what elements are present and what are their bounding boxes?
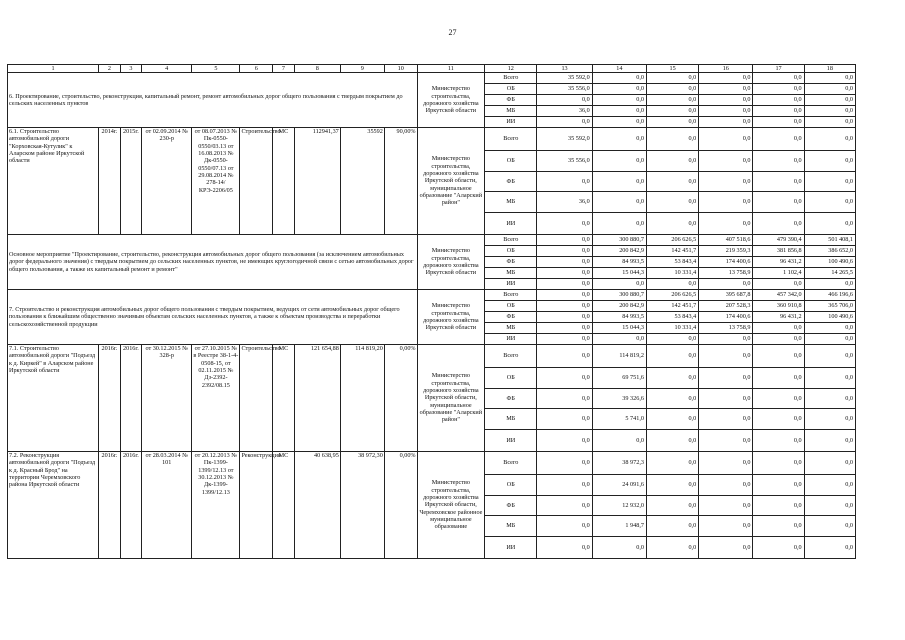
amount-cell: 0,0 xyxy=(804,452,855,475)
amount-cell: 1 102,4 xyxy=(753,268,804,279)
readiness-percent: 90,00% xyxy=(384,128,417,235)
amount-cell: 24 091,6 xyxy=(592,475,646,496)
amount-cell: 0,0 xyxy=(646,172,698,192)
amount-cell: 0,0 xyxy=(699,95,753,106)
readiness-percent: 0,00% xyxy=(384,345,417,452)
column-number-7: 7 xyxy=(273,65,295,73)
amount-cell: 0,0 xyxy=(804,172,855,192)
amount-cell: 39 326,6 xyxy=(592,389,646,409)
amount-cell: 35 556,0 xyxy=(537,151,592,172)
amount-cell: 0,0 xyxy=(753,389,804,409)
amount-cell: 35 592,0 xyxy=(537,73,592,84)
amount-cell: 0,0 xyxy=(753,323,804,334)
customer-code: МС xyxy=(273,345,295,452)
executor: Министерство строительства, дорожного хозяйства Иркутской области xyxy=(417,73,485,128)
funding-level: ФБ xyxy=(485,496,537,516)
amount-cell: 0,0 xyxy=(753,95,804,106)
amount-cell: 15 044,3 xyxy=(592,323,646,334)
amount-cell: 0,0 xyxy=(804,151,855,172)
caption-row xyxy=(8,290,856,301)
amount-cell: 13 758,9 xyxy=(699,268,753,279)
amount-cell: 466 196,6 xyxy=(804,290,855,301)
amount-cell: 15 044,3 xyxy=(592,268,646,279)
project-name: 6.1. Строительство автомобильной дороги "Корховская-Кутулик" к Аларском районе Иркутской области xyxy=(8,128,99,235)
funding-level: Всего xyxy=(485,128,537,151)
amount-cell: 0,0 xyxy=(804,537,855,559)
remaining-cost: 114 819,20 xyxy=(340,345,384,452)
funding-level: Всего xyxy=(485,290,537,301)
start-year: 2014г. xyxy=(99,128,121,235)
amount-cell: 0,0 xyxy=(537,430,592,452)
amount-cell: 0,0 xyxy=(537,279,592,290)
amount-cell: 200 842,9 xyxy=(592,246,646,257)
amount-cell: 0,0 xyxy=(699,430,753,452)
remaining-cost: 38 972,30 xyxy=(340,452,384,559)
amount-cell: 100 490,6 xyxy=(804,312,855,323)
amount-cell: 0,0 xyxy=(592,279,646,290)
amount-cell: 0,0 xyxy=(537,389,592,409)
amount-cell: 0,0 xyxy=(753,368,804,389)
funding-level: Всего xyxy=(485,345,537,368)
amount-cell: 0,0 xyxy=(753,73,804,84)
work-type: Реконструкция xyxy=(240,452,273,559)
funding-level: ОБ xyxy=(485,301,537,312)
amount-cell: 0,0 xyxy=(646,279,698,290)
amount-cell: 386 652,0 xyxy=(804,246,855,257)
funding-level: МБ xyxy=(485,106,537,117)
amount-cell: 53 843,4 xyxy=(646,312,698,323)
amount-cell: 0,0 xyxy=(646,128,698,151)
amount-cell: 0,0 xyxy=(699,334,753,345)
funding-level: МБ xyxy=(485,323,537,334)
amount-cell: 114 819,2 xyxy=(592,345,646,368)
column-number-1: 1 xyxy=(8,65,99,73)
amount-cell: 0,0 xyxy=(804,409,855,430)
executor: Министерство строительства, дорожного хозяйства Иркутской области, Черемховское районное муниципальное образование xyxy=(417,452,485,559)
amount-cell: 0,0 xyxy=(537,537,592,559)
caption-row xyxy=(8,73,856,84)
estimate-cost: 40 638,95 xyxy=(294,452,340,559)
amount-cell: 206 626,5 xyxy=(646,235,698,246)
amount-cell: 0,0 xyxy=(592,73,646,84)
amount-cell: 0,0 xyxy=(753,128,804,151)
amount-cell: 0,0 xyxy=(753,345,804,368)
amount-cell: 0,0 xyxy=(699,475,753,496)
funding-level: Всего xyxy=(485,235,537,246)
funding-level: ФБ xyxy=(485,95,537,106)
amount-cell: 206 626,5 xyxy=(646,290,698,301)
funding-level: ИИ xyxy=(485,213,537,235)
amount-cell: 36,0 xyxy=(537,192,592,213)
amount-cell: 0,0 xyxy=(537,496,592,516)
amount-cell: 0,0 xyxy=(592,430,646,452)
remaining-cost: 35592 xyxy=(340,128,384,235)
amount-cell: 0,0 xyxy=(753,516,804,537)
amount-cell: 0,0 xyxy=(537,290,592,301)
column-number-8: 8 xyxy=(294,65,340,73)
block-caption: 6. Проектирование, строительство, реконструкция, капитальный ремонт, ремонт автомобильных дорог общего пользования с твердым покрытием до сельских населенных пунктов xyxy=(8,73,418,128)
work-type: Строительство xyxy=(240,128,273,235)
amount-cell: 142 451,7 xyxy=(646,246,698,257)
expertise-ref: от 20.12.2013 № Пк-1399-1399/12.13 от 30.12.2013 № Дк-1399-1399/12.13 xyxy=(192,452,240,559)
amount-cell: 0,0 xyxy=(699,151,753,172)
customer-code: МС xyxy=(273,452,295,559)
block-caption: Основное мероприятие "Проектирование, строительство, реконструкция автомобильных дорог общего пользования (за исключением автомобильных дорог федерального значения) с твердым покрытием до сельских населенных пунктов, не имеющих круглогодичной связи с сетью автомобильных дорог общего пользования, а также их капитальный ремонт и ремонт" xyxy=(8,235,418,290)
funding-level: ОБ xyxy=(485,84,537,95)
amount-cell: 300 880,7 xyxy=(592,290,646,301)
funding-level: ИИ xyxy=(485,279,537,290)
amount-cell: 53 843,4 xyxy=(646,257,698,268)
amount-cell: 38 972,3 xyxy=(592,452,646,475)
amount-cell: 0,0 xyxy=(537,323,592,334)
amount-cell: 0,0 xyxy=(646,475,698,496)
amount-cell: 300 880,7 xyxy=(592,235,646,246)
amount-cell: 0,0 xyxy=(592,537,646,559)
funding-level: ИИ xyxy=(485,537,537,559)
amount-cell: 0,0 xyxy=(753,279,804,290)
start-year: 2016г. xyxy=(99,452,121,559)
amount-cell: 0,0 xyxy=(699,213,753,235)
amount-cell: 0,0 xyxy=(804,323,855,334)
amount-cell: 0,0 xyxy=(592,334,646,345)
amount-cell: 0,0 xyxy=(804,95,855,106)
order-ref: от 30.12.2015 № 328-р xyxy=(142,345,192,452)
amount-cell: 1 948,7 xyxy=(592,516,646,537)
customer-code: МС xyxy=(273,128,295,235)
amount-cell: 0,0 xyxy=(804,430,855,452)
end-year: 2016г. xyxy=(120,452,142,559)
amount-cell: 0,0 xyxy=(804,84,855,95)
column-number-3: 3 xyxy=(120,65,142,73)
amount-cell: 0,0 xyxy=(646,117,698,128)
amount-cell: 0,0 xyxy=(753,475,804,496)
amount-cell: 0,0 xyxy=(753,172,804,192)
amount-cell: 0,0 xyxy=(646,345,698,368)
funding-level: ФБ xyxy=(485,312,537,323)
amount-cell: 0,0 xyxy=(804,334,855,345)
start-year: 2016г. xyxy=(99,345,121,452)
amount-cell: 0,0 xyxy=(537,409,592,430)
column-number-9: 9 xyxy=(340,65,384,73)
amount-cell: 0,0 xyxy=(699,389,753,409)
column-number-2: 2 xyxy=(99,65,121,73)
funding-level: ИИ xyxy=(485,117,537,128)
amount-cell: 12 932,0 xyxy=(592,496,646,516)
estimate-cost: 121 654,88 xyxy=(294,345,340,452)
amount-cell: 0,0 xyxy=(646,452,698,475)
amount-cell: 0,0 xyxy=(699,452,753,475)
funding-level: ОБ xyxy=(485,475,537,496)
amount-cell: 0,0 xyxy=(699,128,753,151)
amount-cell: 10 331,4 xyxy=(646,268,698,279)
executor: Министерство строительства, дорожного хозяйства Иркутской области, муниципальное образование "Аларский район" xyxy=(417,128,485,235)
amount-cell: 0,0 xyxy=(537,268,592,279)
amount-cell: 0,0 xyxy=(537,213,592,235)
executor: Министерство строительства, дорожного хозяйства Иркутской области xyxy=(417,235,485,290)
amount-cell: 207 528,3 xyxy=(699,301,753,312)
amount-cell: 0,0 xyxy=(537,172,592,192)
amount-cell: 96 431,2 xyxy=(753,257,804,268)
funding-level: ФБ xyxy=(485,172,537,192)
end-year: 2016г. xyxy=(120,345,142,452)
amount-cell: 0,0 xyxy=(537,368,592,389)
amount-cell: 0,0 xyxy=(537,452,592,475)
column-number-12: 12 xyxy=(485,65,537,73)
block-caption: 7. Строительство и реконструкция автомобильных дорог общего пользования с твердым покрытием, ведущих от сети автомобильных дорог общего пользования к ближайшим общественно значимым объектам сельских населенных пунктов, а также к объектам производства и переработки сельскохозяйственной продукции xyxy=(8,290,418,345)
funding-level: ФБ xyxy=(485,389,537,409)
amount-cell: 0,0 xyxy=(699,73,753,84)
amount-cell: 0,0 xyxy=(804,279,855,290)
amount-cell: 479 390,4 xyxy=(753,235,804,246)
expertise-ref: от 08.07.2013 № Пк-0550-0550/03.13 от 16.08.2013 № Дк-0550-0550/07.13 от 29.08.2014 № 278-14/КРЭ-2206/05 xyxy=(192,128,240,235)
funding-level: МБ xyxy=(485,516,537,537)
amount-cell: 0,0 xyxy=(592,213,646,235)
amount-cell: 395 687,8 xyxy=(699,290,753,301)
amount-cell: 0,0 xyxy=(592,106,646,117)
amount-cell: 0,0 xyxy=(699,345,753,368)
amount-cell: 0,0 xyxy=(804,475,855,496)
column-number-16: 16 xyxy=(699,65,753,73)
funding-level: ОБ xyxy=(485,246,537,257)
amount-cell: 0,0 xyxy=(699,117,753,128)
amount-cell: 0,0 xyxy=(537,235,592,246)
program-table xyxy=(7,64,856,559)
amount-cell: 0,0 xyxy=(804,516,855,537)
funding-level: Всего xyxy=(485,73,537,84)
amount-cell: 200 842,9 xyxy=(592,301,646,312)
column-number-6: 6 xyxy=(240,65,273,73)
amount-cell: 69 751,6 xyxy=(592,368,646,389)
amount-cell: 142 451,7 xyxy=(646,301,698,312)
column-number-14: 14 xyxy=(592,65,646,73)
amount-cell: 0,0 xyxy=(804,345,855,368)
amount-cell: 0,0 xyxy=(699,368,753,389)
project-row xyxy=(8,452,856,475)
amount-cell: 0,0 xyxy=(699,84,753,95)
funding-level: ИИ xyxy=(485,430,537,452)
order-ref: от 02.09.2014 № 230-р xyxy=(142,128,192,235)
amount-cell: 14 265,5 xyxy=(804,268,855,279)
amount-cell: 0,0 xyxy=(753,430,804,452)
amount-cell: 0,0 xyxy=(646,192,698,213)
project-row xyxy=(8,128,856,151)
funding-level: МБ xyxy=(485,268,537,279)
amount-cell: 0,0 xyxy=(646,213,698,235)
amount-cell: 0,0 xyxy=(646,368,698,389)
amount-cell: 501 408,1 xyxy=(804,235,855,246)
amount-cell: 0,0 xyxy=(753,537,804,559)
column-number-5: 5 xyxy=(192,65,240,73)
amount-cell: 35 592,0 xyxy=(537,128,592,151)
funding-level: МБ xyxy=(485,192,537,213)
amount-cell: 0,0 xyxy=(699,537,753,559)
amount-cell: 5 741,0 xyxy=(592,409,646,430)
amount-cell: 0,0 xyxy=(753,151,804,172)
amount-cell: 0,0 xyxy=(646,84,698,95)
column-number-13: 13 xyxy=(537,65,592,73)
amount-cell: 0,0 xyxy=(753,192,804,213)
amount-cell: 0,0 xyxy=(537,345,592,368)
table-body xyxy=(8,65,856,559)
amount-cell: 0,0 xyxy=(646,334,698,345)
amount-cell: 0,0 xyxy=(537,312,592,323)
amount-cell: 0,0 xyxy=(537,334,592,345)
amount-cell: 0,0 xyxy=(646,409,698,430)
amount-cell: 0,0 xyxy=(804,117,855,128)
funding-level: ФБ xyxy=(485,257,537,268)
funding-level: Всего xyxy=(485,452,537,475)
estimate-cost: 112941,37 xyxy=(294,128,340,235)
amount-cell: 0,0 xyxy=(804,128,855,151)
amount-cell: 96 431,2 xyxy=(753,312,804,323)
amount-cell: 0,0 xyxy=(592,128,646,151)
executor: Министерство строительства, дорожного хозяйства Иркутской области, муниципальное образование "Аларский район" xyxy=(417,345,485,452)
amount-cell: 0,0 xyxy=(753,496,804,516)
amount-cell: 0,0 xyxy=(753,213,804,235)
amount-cell: 407 518,6 xyxy=(699,235,753,246)
amount-cell: 0,0 xyxy=(699,409,753,430)
amount-cell: 360 910,8 xyxy=(753,301,804,312)
amount-cell: 0,0 xyxy=(804,389,855,409)
amount-cell: 0,0 xyxy=(753,106,804,117)
amount-cell: 0,0 xyxy=(804,192,855,213)
amount-cell: 174 400,6 xyxy=(699,312,753,323)
column-number-11: 11 xyxy=(417,65,485,73)
expertise-ref: от 27.10.2015 № в Реестре 38-1-4-0508-15, от 02.11.2015 № Дз-2392-2392/08.15 xyxy=(192,345,240,452)
amount-cell: 0,0 xyxy=(646,537,698,559)
amount-cell: 365 706,0 xyxy=(804,301,855,312)
amount-cell: 0,0 xyxy=(646,389,698,409)
amount-cell: 0,0 xyxy=(804,496,855,516)
amount-cell: 35 556,0 xyxy=(537,84,592,95)
amount-cell: 0,0 xyxy=(804,368,855,389)
amount-cell: 84 993,5 xyxy=(592,257,646,268)
amount-cell: 0,0 xyxy=(537,301,592,312)
amount-cell: 381 856,8 xyxy=(753,246,804,257)
column-number-4: 4 xyxy=(142,65,192,73)
amount-cell: 10 331,4 xyxy=(646,323,698,334)
amount-cell: 0,0 xyxy=(804,106,855,117)
amount-cell: 457 342,0 xyxy=(753,290,804,301)
amount-cell: 0,0 xyxy=(646,496,698,516)
funding-level: ИИ xyxy=(485,334,537,345)
column-number-10: 10 xyxy=(384,65,417,73)
amount-cell: 219 359,3 xyxy=(699,246,753,257)
column-number-15: 15 xyxy=(646,65,698,73)
amount-cell: 84 993,5 xyxy=(592,312,646,323)
amount-cell: 0,0 xyxy=(537,475,592,496)
amount-cell: 0,0 xyxy=(753,84,804,95)
page-number: 27 xyxy=(448,28,457,37)
funding-level: МБ xyxy=(485,409,537,430)
amount-cell: 36,0 xyxy=(537,106,592,117)
work-type: Строительство xyxy=(240,345,273,452)
project-name: 7.1. Строительство автомобильной дороги "Подъезд к д. Киркей" в Аларском районе Иркутской области xyxy=(8,345,99,452)
column-number-row xyxy=(8,65,856,73)
amount-cell: 0,0 xyxy=(753,334,804,345)
end-year: 2015г. xyxy=(120,128,142,235)
amount-cell: 0,0 xyxy=(646,73,698,84)
amount-cell: 0,0 xyxy=(753,452,804,475)
amount-cell: 0,0 xyxy=(537,516,592,537)
amount-cell: 0,0 xyxy=(592,95,646,106)
amount-cell: 0,0 xyxy=(646,95,698,106)
amount-cell: 0,0 xyxy=(646,106,698,117)
amount-cell: 100 490,6 xyxy=(804,257,855,268)
funding-level: ОБ xyxy=(485,368,537,389)
amount-cell: 0,0 xyxy=(753,117,804,128)
amount-cell: 0,0 xyxy=(537,117,592,128)
amount-cell: 0,0 xyxy=(592,84,646,95)
amount-cell: 0,0 xyxy=(537,246,592,257)
amount-cell: 0,0 xyxy=(537,257,592,268)
amount-cell: 0,0 xyxy=(592,151,646,172)
readiness-percent: 0,00% xyxy=(384,452,417,559)
executor: Министерство строительства, дорожного хозяйства Иркутской области xyxy=(417,290,485,345)
amount-cell: 0,0 xyxy=(753,409,804,430)
project-row xyxy=(8,345,856,368)
amount-cell: 0,0 xyxy=(699,192,753,213)
funding-level: ОБ xyxy=(485,151,537,172)
amount-cell: 0,0 xyxy=(699,496,753,516)
amount-cell: 0,0 xyxy=(592,172,646,192)
amount-cell: 0,0 xyxy=(699,172,753,192)
amount-cell: 0,0 xyxy=(699,106,753,117)
project-name: 7.2. Реконструкция автомобильной дороги "Подъезд к д. Красный Брод" на территории Черемховского района Иркутской области xyxy=(8,452,99,559)
amount-cell: 0,0 xyxy=(646,430,698,452)
amount-cell: 0,0 xyxy=(699,279,753,290)
amount-cell: 13 758,9 xyxy=(699,323,753,334)
amount-cell: 0,0 xyxy=(537,95,592,106)
amount-cell: 0,0 xyxy=(646,516,698,537)
amount-cell: 0,0 xyxy=(804,73,855,84)
amount-cell: 0,0 xyxy=(592,117,646,128)
column-number-18: 18 xyxy=(804,65,855,73)
column-number-17: 17 xyxy=(753,65,804,73)
amount-cell: 0,0 xyxy=(804,213,855,235)
order-ref: от 28.03.2014 № 101 xyxy=(142,452,192,559)
amount-cell: 0,0 xyxy=(699,516,753,537)
amount-cell: 0,0 xyxy=(646,151,698,172)
amount-cell: 0,0 xyxy=(592,192,646,213)
amount-cell: 174 400,6 xyxy=(699,257,753,268)
caption-row xyxy=(8,235,856,246)
